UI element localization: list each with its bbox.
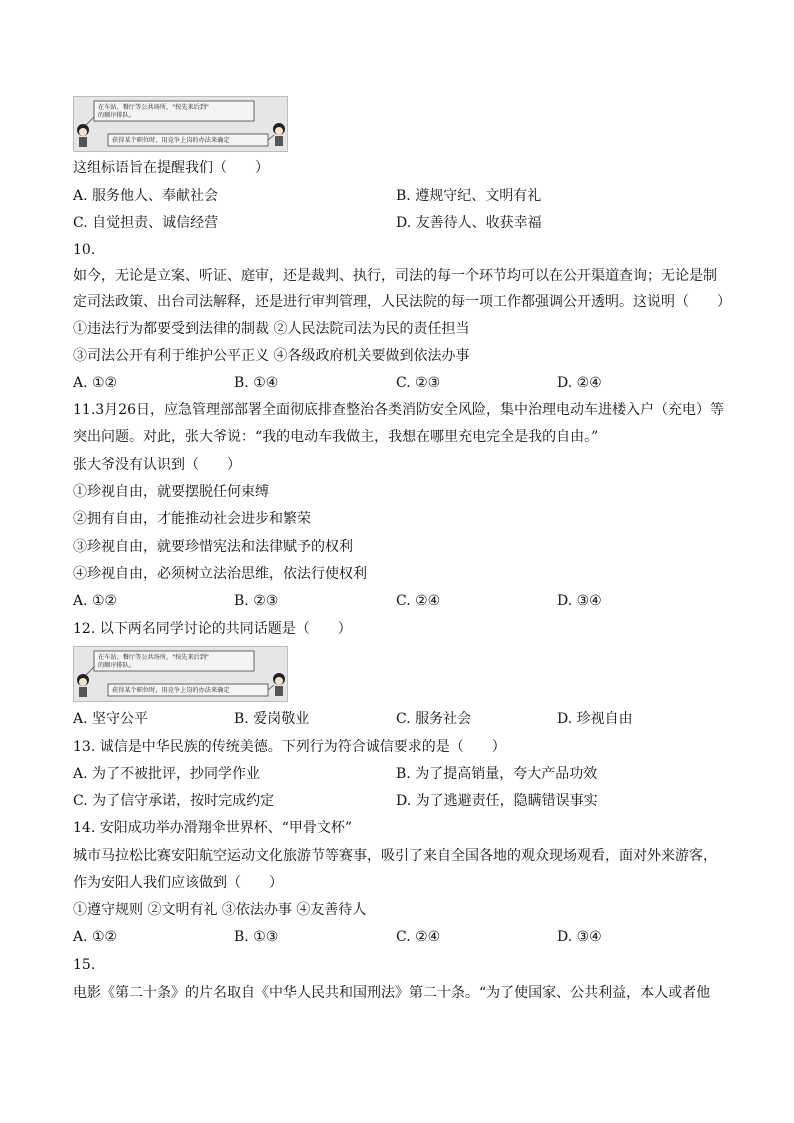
q11-stem-1: 11.3月26日，应急管理部部署全面彻底排查整治各类消防安全风险，集中治理电动车进楼入户（充电）等 — [73, 402, 724, 418]
q13-option-c: C. 为了信守承诺，按时完成约定 — [73, 793, 275, 809]
q10-stem-1: 如今，无论是立案、听证、庭审，还是裁判、执行，司法的每一个环节均可以在公开渠道查询；无论是制 — [73, 268, 717, 284]
q9-option-b: B. 遵规守纪、文明有礼 — [396, 188, 542, 204]
speech-top-2: 的顺序排队。 — [98, 112, 136, 119]
q11-item-4: ④珍视自由，必须树立法治思维，依法行使权利 — [73, 566, 367, 582]
q12-option-c: C. 服务社会 — [396, 711, 472, 727]
speech-bottom: 获得某个职位时，用竞争上岗的办法来确定 — [112, 137, 230, 144]
q11-item-1: ①珍视自由，就要摆脱任何束缚 — [73, 484, 269, 500]
q13-stem: 13. 诚信是中华民族的传统美德。下列行为符合诚信要求的是（ ） — [73, 739, 506, 755]
speech-bottom: 获得某个职位时，用竞争上岗的办法来确定 — [112, 687, 230, 694]
q13-option-b: B. 为了提高销量，夸大产品功效 — [396, 766, 598, 782]
q14-option-b: B. ①③ — [234, 929, 279, 945]
q10-option-a: A. ①② — [73, 375, 118, 391]
q9-option-a: A. 服务他人、奉献社会 — [73, 188, 219, 204]
q14-stem-2: 城市马拉松比赛安阳航空运动文化旅游节等赛事，吸引了来自全国各地的观众现场观看，面对外来游客， — [73, 848, 717, 864]
q14-option-a: A. ①② — [73, 929, 118, 945]
speech-top: 在车站、餐厅等公共场所，"按先来后到" — [98, 654, 209, 661]
q10-option-d: D. ②④ — [557, 375, 602, 391]
q11-item-3: ③珍视自由，就要珍惜宪法和法律赋予的权利 — [73, 539, 353, 555]
q10-item-2: ③司法公开有利于维护公平正义 ④各级政府机关要做到依法办事 — [73, 348, 470, 364]
q9-option-d: D. 友善待人、收获幸福 — [396, 215, 542, 231]
q13-option-a: A. 为了不被批评，抄同学作业 — [73, 766, 261, 782]
q9-option-c: C. 自觉担责、诚信经营 — [73, 215, 219, 231]
cartoon-image-q9 — [73, 96, 288, 152]
speech-top: 在车站、餐厅等公共场所，"按先来后到" — [98, 104, 209, 111]
q14-option-c: C. ②④ — [396, 929, 441, 945]
q14-stem-3: 作为安阳人我们应该做到（ ） — [73, 875, 283, 891]
q15-stem-1: 电影《第二十条》的片名取自《中华人民共和国刑法》第二十条。“为了使国家、公共利益，本人或者他 — [73, 985, 711, 1001]
q11-option-b: B. ②③ — [234, 593, 279, 609]
q10-option-c: C. ②③ — [396, 375, 441, 391]
cartoon-image-q12 — [73, 646, 288, 702]
q15-number: 15. — [73, 957, 96, 973]
q10-number: 10. — [73, 242, 96, 258]
q12-stem: 12. 以下两名同学讨论的共同话题是（ ） — [73, 621, 352, 637]
q11-option-d: D. ③④ — [557, 593, 602, 609]
q10-option-b: B. ①④ — [234, 375, 279, 391]
q10-item-1: ①违法行为都要受到法律的制裁 ②人民法院司法为民的责任担当 — [73, 321, 470, 337]
q14-option-d: D. ③④ — [557, 929, 602, 945]
q11-item-2: ②拥有自由，才能推动社会进步和繁荣 — [73, 511, 311, 527]
q11-stem-2: 突出问题。对此，张大爷说：“我的电动车我做主，我想在哪里充电完全是我的自由。” — [73, 429, 599, 445]
speech-top-2: 的顺序排队。 — [98, 662, 136, 669]
q12-option-b: B. 爱岗敬业 — [234, 711, 310, 727]
q12-option-d: D. 珍视自由 — [557, 711, 633, 727]
q13-option-d: D. 为了逃避责任，隐瞒错误事实 — [396, 793, 598, 809]
q11-stem-3: 张大爷没有认识到（ ） — [73, 457, 241, 473]
q11-option-c: C. ②④ — [396, 593, 441, 609]
q11-option-a: A. ①② — [73, 593, 118, 609]
q14-items: ①遵守规则 ②文明有礼 ③依法办事 ④友善待人 — [73, 902, 367, 918]
q9-stem: 这组标语旨在提醒我们（ ） — [73, 160, 269, 176]
q14-stem-1: 14. 安阳成功举办滑翔伞世界杯、“甲骨文杯” — [73, 820, 353, 836]
q10-stem-2: 定司法政策、出台司法解释，还是进行审判管理，人民法院的每一项工作都强调公开透明。这说明（ ） — [73, 294, 731, 310]
q12-option-a: A. 坚守公平 — [73, 711, 149, 727]
